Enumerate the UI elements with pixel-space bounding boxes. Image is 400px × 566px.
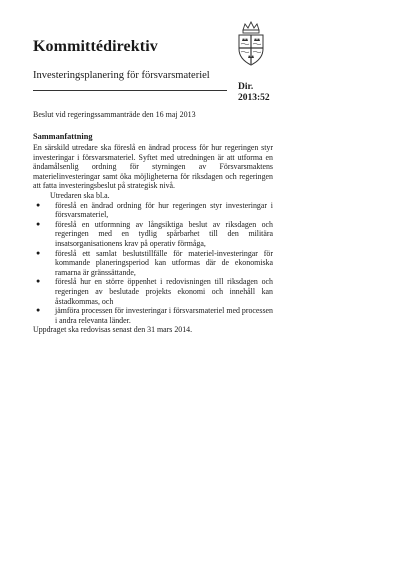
- list-item-text: föreslå ett samlat beslutstillfälle för materiel-investeringar för kommande planeringsperiod kan utformas där de ekonomiska ramarna är gränssättande,: [55, 248, 273, 277]
- list-item-text: jämföra processen för investeringar i försvarsmateriel med processen i andra relevanta länder.: [55, 306, 274, 325]
- summary-heading: Sammanfattning: [33, 132, 93, 141]
- list-item: [33, 249, 273, 278]
- directive-number: 2013:52: [238, 93, 270, 103]
- list-item-text: föreslå en utformning av långsiktiga beslut av riksdagen och regeringen med en tydlig spårbarhet till den militära insatsorganisationens krav på operativ förmåga,: [55, 219, 273, 248]
- summary-deadline: Uppdraget ska redovisas senast den 31 mars 2014.: [33, 325, 193, 335]
- bullet-dot-icon: ●: [36, 306, 41, 315]
- list-item: [33, 306, 273, 325]
- summary-intro: Utredaren ska bl.a.: [50, 190, 110, 200]
- list-item: [33, 277, 273, 306]
- summary-body: [33, 143, 273, 335]
- bullet-dot-icon: ●: [36, 200, 41, 209]
- summary-bullet-list: [33, 201, 273, 326]
- document-subtitle: Investeringsplanering för försvarsmateriel: [33, 70, 210, 81]
- directive-label: Dir.: [238, 82, 254, 92]
- list-item: [33, 201, 273, 220]
- bullet-dot-icon: ●: [36, 277, 41, 286]
- document-title: Kommittédirektiv: [33, 38, 158, 55]
- directive-number-block: [238, 82, 270, 104]
- header-divider: [33, 90, 227, 91]
- summary-paragraph: En särskild utredare ska föreslå en ändrad process för hur regeringen styr investeringar i försvarsmateriel. Syftet med utredningen är att utforma en ändamålsenlig ordning för styrningen av Försvarsmaktens materielinvesteringar samt öka möjligheterna för riksdagen och regeringen att fatta investeringsbeslut på strategisk nivå.: [33, 143, 273, 191]
- list-item: [33, 220, 273, 249]
- list-item-text: föreslå hur en större öppenhet i redovisningen till riksdagen och regeringen av beslutade projekts ekonomi och innehåll kan åstadkommas, och: [55, 277, 273, 306]
- swedish-coat-of-arms-icon: [233, 21, 269, 67]
- bullet-dot-icon: ●: [36, 248, 41, 257]
- bullet-dot-icon: ●: [36, 219, 41, 228]
- decision-line: Beslut vid regeringssammanträde den 16 maj 2013: [33, 110, 196, 119]
- list-item-text: föreslå en ändrad ordning för hur regeringen styr investeringar i försvarsmateriel,: [55, 200, 273, 220]
